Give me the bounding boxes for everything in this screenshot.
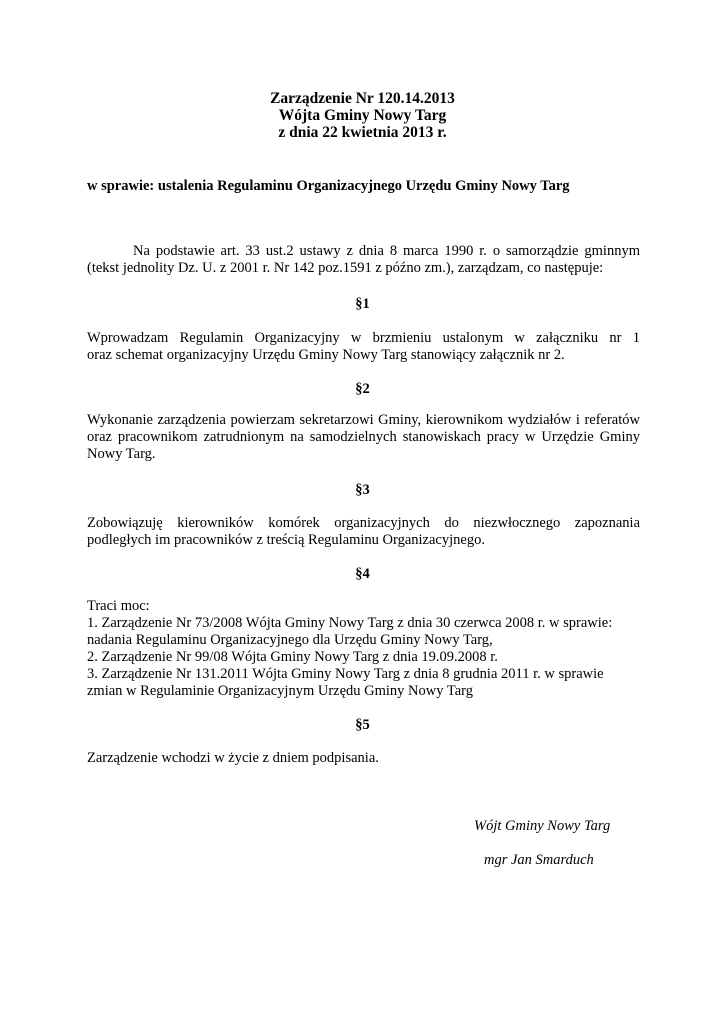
- section-4-heading: §4: [355, 566, 370, 582]
- preamble-line-2: (tekst jednolity Dz. U. z 2001 r. Nr 142 poz.1591 z późno zm.), zarządzam, co następuje:: [87, 260, 604, 276]
- preamble-line-1: Na podstawie art. 33 ust.2 ustawy z dnia 8 marca 1990 r. o samorządzie gminnym: [133, 243, 640, 259]
- section-3-heading: §3: [355, 482, 370, 498]
- section-4-line: Traci moc:: [87, 598, 150, 614]
- document-date: z dnia 22 kwietnia 2013 r.: [278, 124, 447, 141]
- section-1-line: Wprowadzam Regulamin Organizacyjny w brzmieniu ustalonym w załączniku nr 1: [87, 330, 640, 346]
- section-4-line: zmian w Regulaminie Organizacyjnym Urzędu Gminy Nowy Targ: [87, 683, 473, 699]
- signature-position: Wójt Gminy Nowy Targ: [474, 818, 611, 834]
- document-subject: w sprawie: ustalenia Regulaminu Organizacyjnego Urzędu Gminy Nowy Targ: [87, 178, 570, 194]
- section-4-line: 3. Zarządzenie Nr 131.2011 Wójta Gminy Nowy Targ z dnia 8 grudnia 2011 r. w sprawie: [87, 666, 604, 682]
- section-1-line: oraz schemat organizacyjny Urzędu Gminy Nowy Targ stanowiący załącznik nr 2.: [87, 347, 565, 363]
- section-4-line: 1. Zarządzenie Nr 73/2008 Wójta Gminy Nowy Targ z dnia 30 czerwca 2008 r. w sprawie:: [87, 615, 613, 631]
- section-2-line: Nowy Targ.: [87, 446, 156, 462]
- section-2-heading: §2: [355, 381, 370, 397]
- section-3-line: podległych im pracowników z treścią Regulaminu Organizacyjnego.: [87, 532, 485, 548]
- section-2-line: Wykonanie zarządzenia powierzam sekretarzowi Gminy, kierownikom wydziałów i referatów: [87, 412, 640, 428]
- section-3-line: Zobowiązuję kierowników komórek organizacyjnych do niezwłocznego zapoznania: [87, 515, 640, 531]
- section-2-line: oraz pracownikom zatrudnionym na samodzielnych stanowiskach pracy w Urzędzie Gminy: [87, 429, 640, 445]
- section-4-line: 2. Zarządzenie Nr 99/08 Wójta Gminy Nowy Targ z dnia 19.09.2008 r.: [87, 649, 498, 665]
- document-issuer: Wójta Gminy Nowy Targ: [278, 107, 447, 124]
- section-1-heading: §1: [355, 296, 370, 312]
- section-5-heading: §5: [355, 717, 370, 733]
- document-title: Zarządzenie Nr 120.14.2013: [270, 90, 455, 107]
- signature-name: mgr Jan Smarduch: [484, 852, 594, 868]
- section-5-line: Zarządzenie wchodzi w życie z dniem podpisania.: [87, 750, 379, 766]
- section-4-line: nadania Regulaminu Organizacyjnego dla Urzędu Gminy Nowy Targ,: [87, 632, 493, 648]
